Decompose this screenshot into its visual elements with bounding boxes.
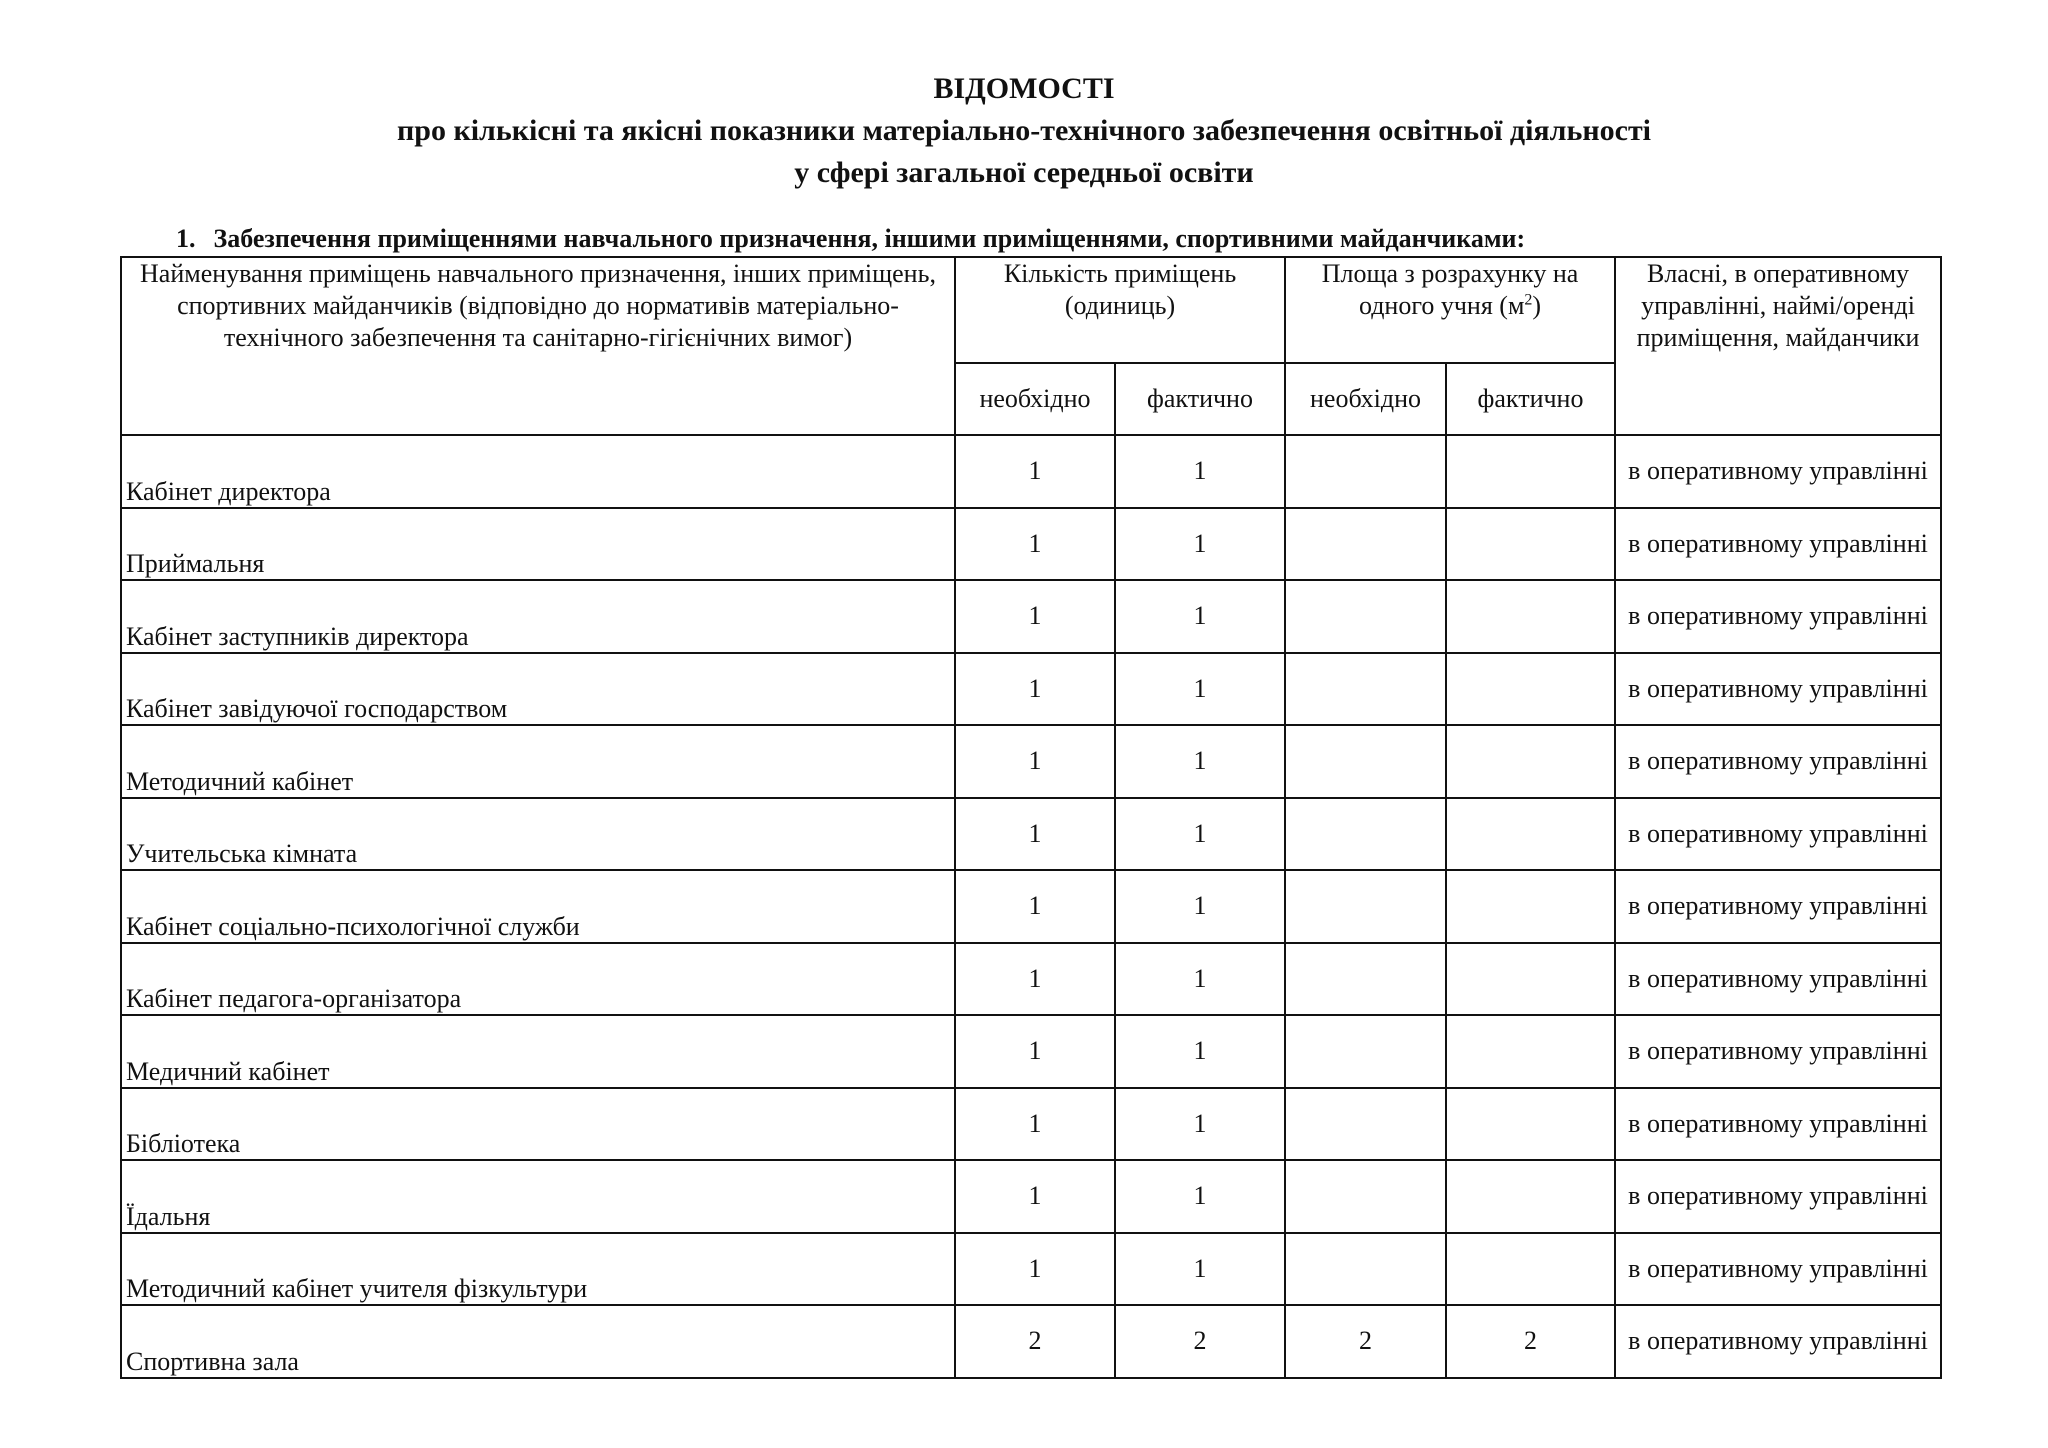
- ownership-status: в оперативному управлінні: [1615, 580, 1941, 653]
- area-actual: [1446, 508, 1615, 581]
- section-text: Забезпечення приміщеннями навчального призначення, іншими приміщеннями, спортивними майданчиками:: [213, 224, 1526, 253]
- area-actual: [1446, 1233, 1615, 1306]
- room-name: Учительська кімната: [121, 798, 955, 871]
- header-rooms-count: Кількість приміщень (одиниць): [955, 257, 1285, 363]
- document-title: ВІДОМОСТІ: [933, 72, 1115, 105]
- area-actual: [1446, 580, 1615, 653]
- rooms-actual: 1: [1115, 1233, 1285, 1306]
- header-area-suffix: ): [1532, 291, 1542, 320]
- area-actual: [1446, 725, 1615, 798]
- ownership-status: в оперативному управлінні: [1615, 870, 1941, 943]
- area-actual: [1446, 1088, 1615, 1161]
- room-name: Кабінет директора: [121, 435, 955, 508]
- table-row: [121, 798, 1941, 871]
- room-name: Кабінет заступників директора: [121, 580, 955, 653]
- table-row: [121, 725, 1941, 798]
- header-room-name: Найменування приміщень навчального призначення, інших приміщень, спортивних майданчиків (відповідно до нормативів матеріально-технічного забезпечення та санітарно-гігієнічних вимог): [121, 257, 955, 435]
- ownership-status: в оперативному управлінні: [1615, 508, 1941, 581]
- ownership-status: в оперативному управлінні: [1615, 943, 1941, 1016]
- area-actual: [1446, 943, 1615, 1016]
- ownership-status: в оперативному управлінні: [1615, 798, 1941, 871]
- room-name: Їдальня: [121, 1160, 955, 1233]
- rooms-required: 1: [955, 1088, 1115, 1161]
- area-required: [1285, 435, 1446, 508]
- area-required: [1285, 1088, 1446, 1161]
- area-actual: [1446, 798, 1615, 871]
- area-actual: [1446, 653, 1615, 726]
- table-row: [121, 508, 1941, 581]
- rooms-required: 1: [955, 1015, 1115, 1088]
- rooms-required: 1: [955, 798, 1115, 871]
- table-row: [121, 1233, 1941, 1306]
- table-row: [121, 870, 1941, 943]
- rooms-required: 1: [955, 725, 1115, 798]
- rooms-actual: 1: [1115, 580, 1285, 653]
- table-row: [121, 435, 1941, 508]
- ownership-status: в оперативному управлінні: [1615, 725, 1941, 798]
- room-name: Бібліотека: [121, 1088, 955, 1161]
- area-required: [1285, 653, 1446, 726]
- table-row: [121, 653, 1941, 726]
- area-actual: [1446, 435, 1615, 508]
- area-required: [1285, 725, 1446, 798]
- rooms-required: 1: [955, 653, 1115, 726]
- area-actual: [1446, 1160, 1615, 1233]
- room-name: Медичний кабінет: [121, 1015, 955, 1088]
- room-name: Спортивна зала: [121, 1305, 955, 1378]
- header-area-required: необхідно: [1285, 363, 1446, 435]
- ownership-status: в оперативному управлінні: [1615, 435, 1941, 508]
- section-number: 1.: [176, 224, 196, 253]
- table-row: [121, 1160, 1941, 1233]
- rooms-actual: 1: [1115, 508, 1285, 581]
- ownership-status: в оперативному управлінні: [1615, 1088, 1941, 1161]
- rooms-actual: 1: [1115, 725, 1285, 798]
- rooms-actual: 1: [1115, 943, 1285, 1016]
- rooms-required: 1: [955, 1233, 1115, 1306]
- table-row: [121, 1088, 1941, 1161]
- area-required: [1285, 1233, 1446, 1306]
- rooms-actual: 1: [1115, 435, 1285, 508]
- ownership-status: в оперативному управлінні: [1615, 653, 1941, 726]
- rooms-actual: 1: [1115, 798, 1285, 871]
- rooms-actual: 1: [1115, 1160, 1285, 1233]
- document-subtitle-line-1: про кількісні та якісні показники матеріально-технічного забезпечення освітньої діяльності: [396, 114, 1652, 147]
- header-area-superscript: 2: [1524, 291, 1533, 309]
- rooms-actual: 2: [1115, 1305, 1285, 1378]
- area-required: [1285, 508, 1446, 581]
- ownership-status: в оперативному управлінні: [1615, 1305, 1941, 1378]
- table-row: [121, 580, 1941, 653]
- area-actual: [1446, 1015, 1615, 1088]
- rooms-required: 2: [955, 1305, 1115, 1378]
- section-heading: [176, 222, 1525, 256]
- room-name: Методичний кабінет: [121, 725, 955, 798]
- table-row: [121, 1305, 1941, 1378]
- table-row: [121, 943, 1941, 1016]
- ownership-status: в оперативному управлінні: [1615, 1233, 1941, 1306]
- area-required: [1285, 870, 1446, 943]
- document-subtitle-line-2: у сфері загальної середньої освіти: [794, 156, 1254, 189]
- area-required: 2: [1285, 1305, 1446, 1378]
- area-actual: [1446, 870, 1615, 943]
- header-ownership: Власні, в оперативному управлінні, наймі/оренді приміщення, майданчики: [1615, 257, 1941, 435]
- ownership-status: в оперативному управлінні: [1615, 1015, 1941, 1088]
- area-required: [1285, 1160, 1446, 1233]
- room-name: Приймальня: [121, 508, 955, 581]
- room-name: Методичний кабінет учителя фізкультури: [121, 1233, 955, 1306]
- header-rooms-actual: фактично: [1115, 363, 1285, 435]
- room-name: Кабінет завідуючої господарством: [121, 653, 955, 726]
- room-name: Кабінет педагога-організатора: [121, 943, 955, 1016]
- rooms-actual: 1: [1115, 1015, 1285, 1088]
- header-area-per-student: [1285, 257, 1615, 363]
- rooms-required: 1: [955, 1160, 1115, 1233]
- header-area-actual: фактично: [1446, 363, 1615, 435]
- table-row: [121, 1015, 1941, 1088]
- facilities-table: [120, 256, 1942, 1379]
- rooms-required: 1: [955, 508, 1115, 581]
- area-actual: 2: [1446, 1305, 1615, 1378]
- rooms-actual: 1: [1115, 1088, 1285, 1161]
- area-required: [1285, 1015, 1446, 1088]
- rooms-required: 1: [955, 870, 1115, 943]
- area-required: [1285, 943, 1446, 1016]
- rooms-actual: 1: [1115, 870, 1285, 943]
- area-required: [1285, 798, 1446, 871]
- rooms-required: 1: [955, 580, 1115, 653]
- ownership-status: в оперативному управлінні: [1615, 1160, 1941, 1233]
- rooms-required: 1: [955, 435, 1115, 508]
- rooms-actual: 1: [1115, 653, 1285, 726]
- room-name: Кабінет соціально-психологічної служби: [121, 870, 955, 943]
- area-required: [1285, 580, 1446, 653]
- header-area-text: Площа з розрахунку на одного учня (м: [1321, 259, 1579, 320]
- header-rooms-required: необхідно: [955, 363, 1115, 435]
- rooms-required: 1: [955, 943, 1115, 1016]
